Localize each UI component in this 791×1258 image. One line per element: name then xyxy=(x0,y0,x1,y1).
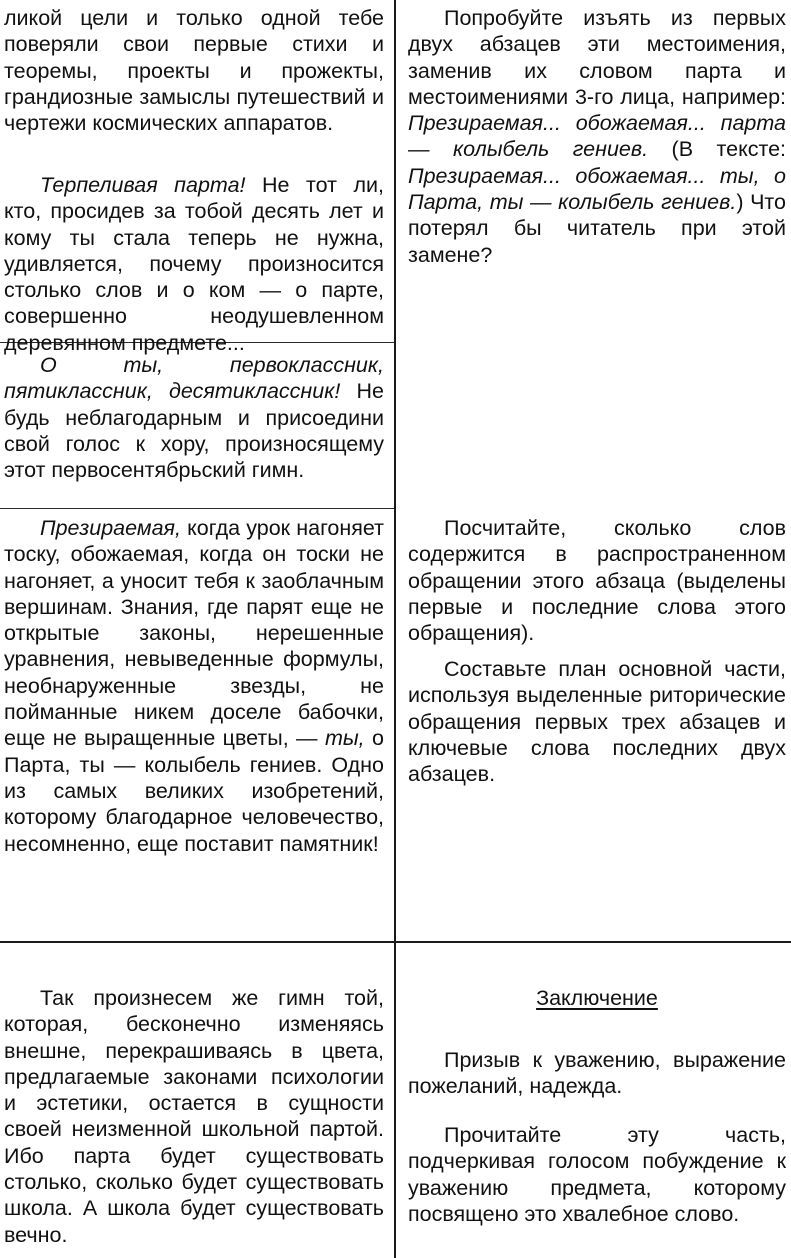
task-2: Посчитайте, сколько слов содержится в распространенном обращении этого абзаца (выделены первые и последние слова этого обращения). xyxy=(408,516,786,646)
text-paragraph-3: О ты, первоклассник, пятиклассник, десятиклассник! Не будь неблагодарным и присоедини свой голос к хору, произносящему этот первосентябрьский гимн. xyxy=(4,353,384,483)
task-4: Прочитайте эту часть, подчеркивая голосом побуждение к уважению предмета, которому посвящено это хвалебное слово. xyxy=(408,1123,786,1226)
text-paragraph-1: ликой цели и только одной тебе поверяли свои первые стихи и теоремы, проекты и прожекты, грандиозные замыслы путешествий и чертежи космических аппаратов. xyxy=(4,6,384,136)
text-paragraph-5: Так произнесем же гимн той, которая, бесконечно изменяясь внешне, перекрашиваясь в цвета, предлагаемые законами психологии и эстетики, остается в сущности своей неизменной школьной партой. Ибо парта будет существовать столько, сколько будет существовать школа. А школа будет существовать вечно. xyxy=(4,986,384,1247)
task-1: Попробуйте изъять из первых двух абзацев эти местоимения, заменив их словом парта и местоимениями 3-го лица, например: Презираемая... обожаемая... парта — колыбель гениев. (В тексте: Презираемая... обожаемая... ты, о Парта, ты — колыбель гениев.) Что потерял бы читатель при этой замене? xyxy=(408,6,786,267)
task-3: Составьте план основной части, используя выделенные риторические обращения первых трех абзацев и ключевые слова последних двух абзацев. xyxy=(408,657,786,787)
text-paragraph-4: Презираемая, когда урок нагоняет тоску, обожаемая, когда он тоски не нагоняет, а уносит тебя к заоблачным вершинам. Знания, где парят еще не открытые законы, нерешенные уравнения, невыведенные формулы, необнаруженные звезды, не пойманные никем доселе бабочки, еще не выращенные цветы, — ты, о Парта, ты — колыбель гениев. Одно из самых великих изобретений, которому благодарное человечество, несомненно, еще поставит памятник! xyxy=(4,516,384,856)
text-paragraph-2: Терпеливая парта! Не тот ли, кто, просидев за тобой десять лет и кому ты стала теперь не нужна, удивляется, почему произносится столько слов и о ком — о парте, совершенно неодушевленном деревянном предмете... xyxy=(4,173,384,355)
section-divider xyxy=(0,941,791,943)
column-divider xyxy=(394,0,396,1258)
conclusion-text: Призыв к уважению, выражение пожеланий, надежда. xyxy=(408,1048,786,1099)
paragraph-separator xyxy=(0,508,394,509)
conclusion-heading: Заключение xyxy=(536,986,658,1010)
